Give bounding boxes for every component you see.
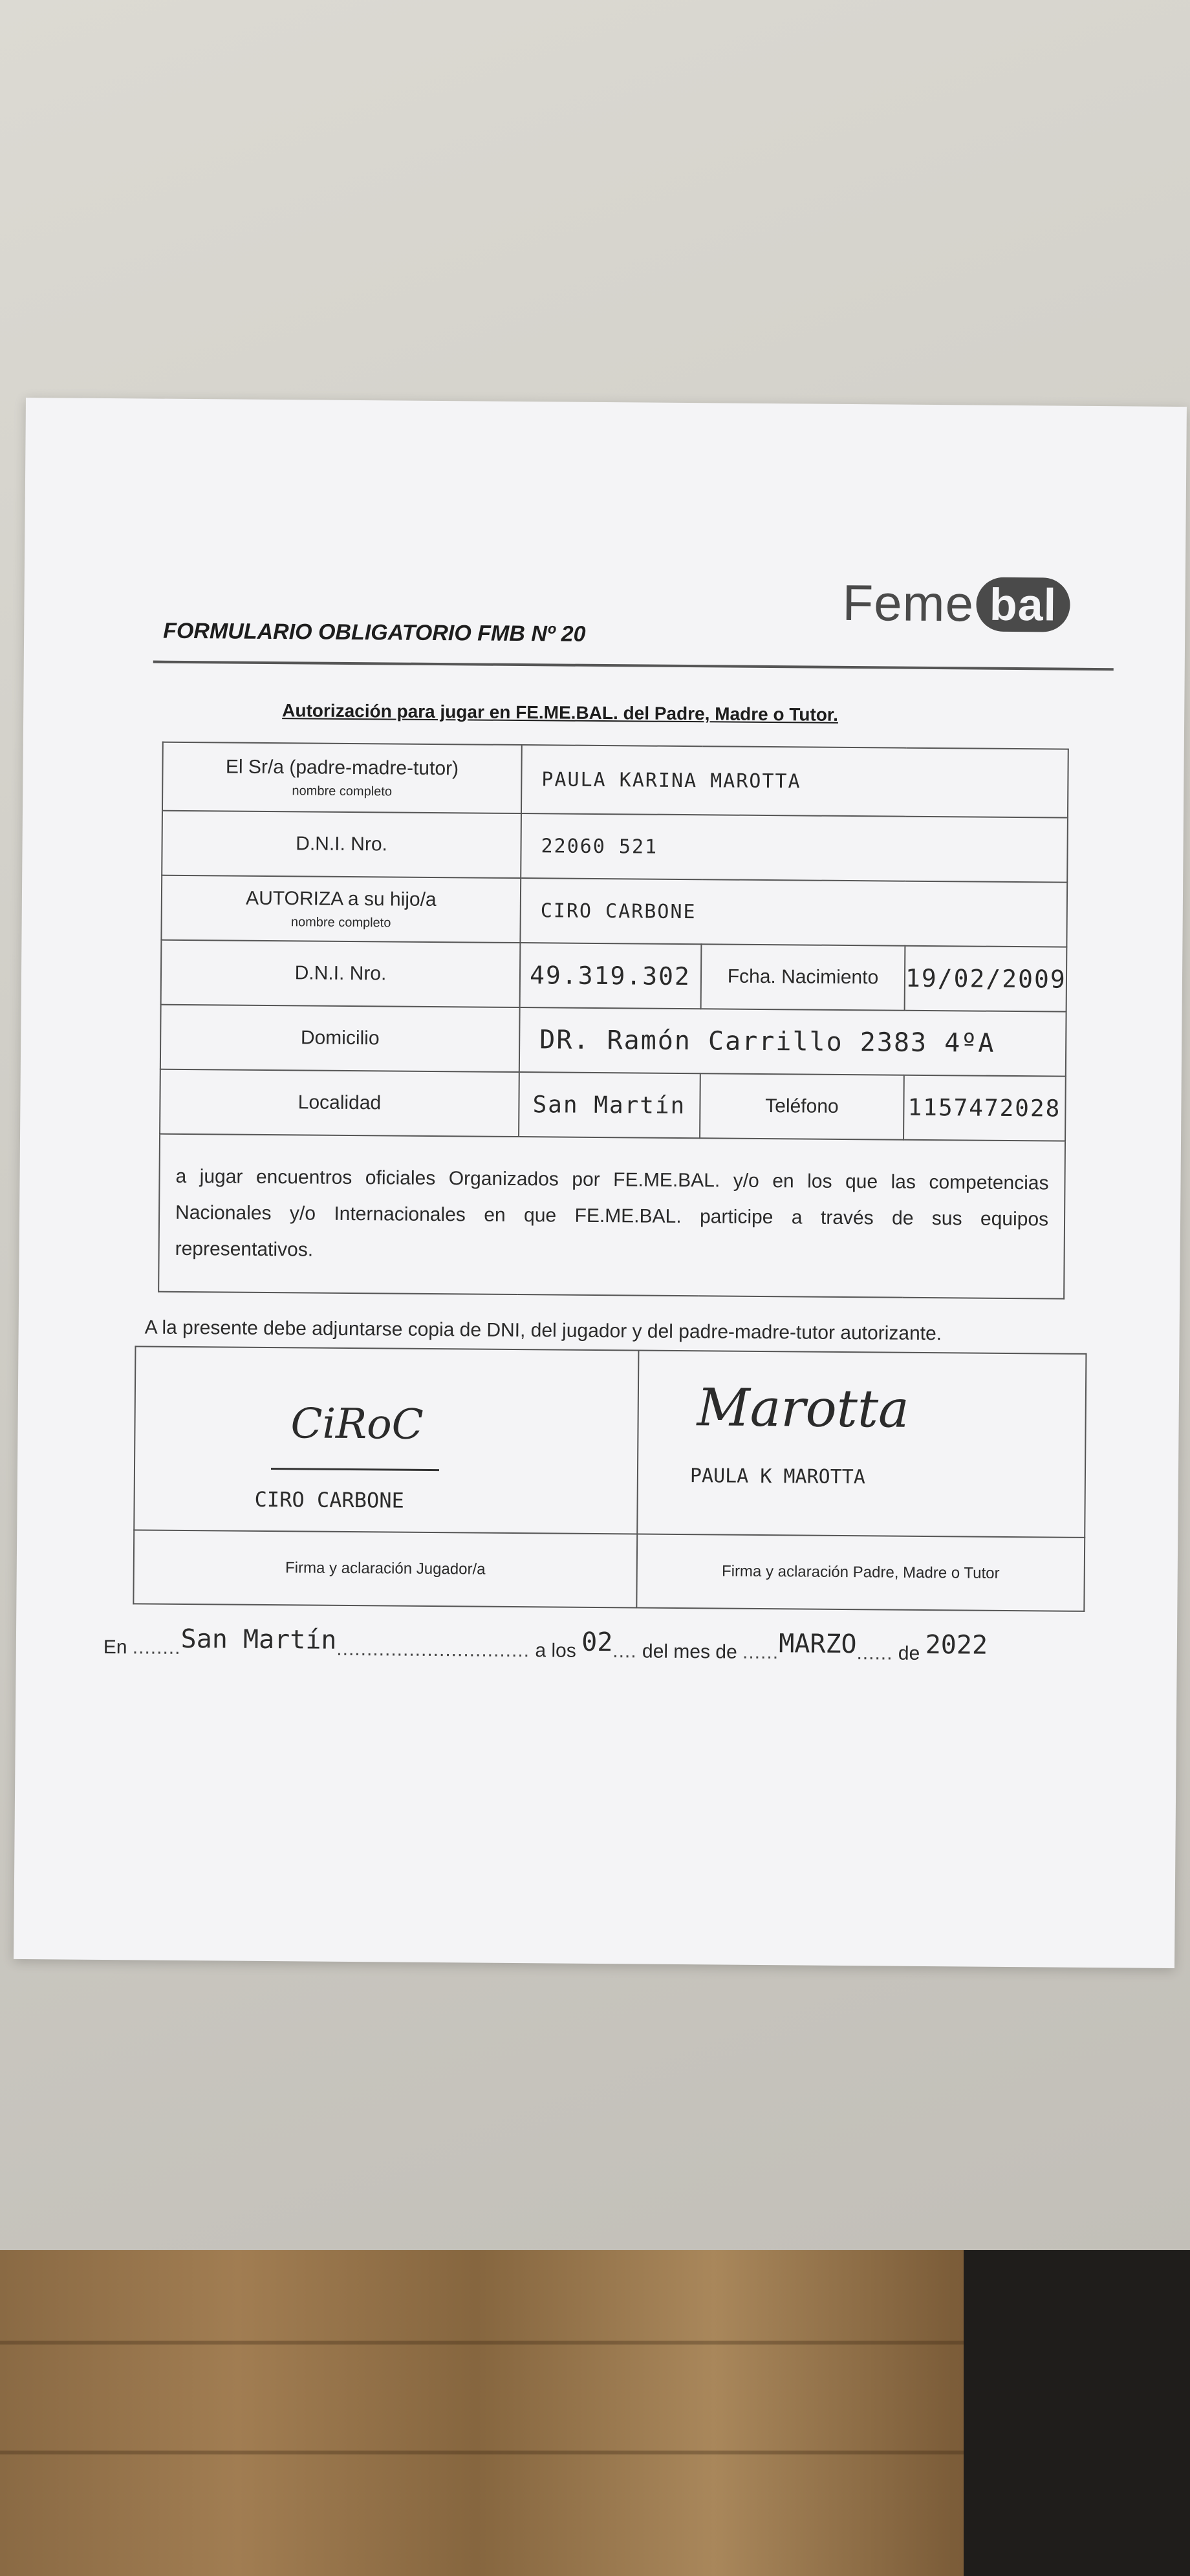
tutor-name-field[interactable]: PAULA KARINA MAROTTA (521, 745, 1068, 818)
telefono-field[interactable]: 1157472028 (903, 1075, 1066, 1141)
hijo-dni-label: D.N.I. Nro. (161, 940, 521, 1007)
place-dots: ........ (132, 1637, 181, 1658)
dark-corner (964, 2250, 1190, 2576)
tutor-printed-name: PAULA K MAROTTA (689, 1465, 866, 1489)
place-dots-end: ................................ (336, 1638, 530, 1662)
tutor-label-cell (162, 742, 522, 813)
hijo-name-field[interactable]: CIRO CARBONE (520, 878, 1067, 947)
form-subtitle: Autorización para jugar en FE.ME.BAL. del Padre, Madre o Tutor. (282, 700, 839, 725)
dni-attachment-note: A la presente debe adjuntarse copia de DNI, del jugador y del padre-madre-tutor autorizante. (144, 1316, 942, 1345)
localidad-label: Localidad (160, 1069, 519, 1137)
hijo-dni-field[interactable]: 49.319.302 (520, 943, 702, 1009)
month-dots-end: ...... (856, 1642, 893, 1664)
signature-table (133, 1346, 1087, 1612)
en-label: En (103, 1637, 127, 1658)
logo-pill: bal (977, 577, 1070, 632)
day-dots: .... (612, 1640, 637, 1662)
tutor-sublabel: nombre completo (292, 783, 393, 799)
los-label: a los (535, 1640, 576, 1662)
tutor-signature: Marotta (697, 1377, 910, 1439)
form-title: FORMULARIO OBLIGATORIO FMB Nº 20 (163, 618, 586, 647)
birthdate-label: Fcha. Nacimiento (701, 944, 905, 1010)
domicilio-label: Domicilio (160, 1005, 520, 1072)
authorization-table (158, 742, 1069, 1300)
femebal-logo (842, 574, 1070, 634)
logo-text: Feme (842, 574, 975, 632)
month-dots: ...... (742, 1641, 779, 1664)
hijo-label-cell (161, 875, 521, 943)
place-date-line (103, 1624, 988, 1667)
tutor-caption: Firma y aclaración Padre, Madre o Tutor (636, 1534, 1085, 1611)
jugador-signature-box[interactable] (134, 1346, 638, 1534)
tutor-dni-label: D.N.I. Nro. (162, 811, 521, 878)
day-field[interactable]: 02 (581, 1627, 613, 1658)
tutor-label: El Sr/a (padre-madre-tutor) (225, 755, 459, 779)
title-divider (153, 661, 1114, 671)
hijo-sublabel: nombre completo (290, 914, 391, 930)
domicilio-field[interactable]: DR. Ramón Carrillo 2383 4ºA (519, 1007, 1066, 1077)
localidad-field[interactable]: San Martín (519, 1072, 700, 1138)
month-field[interactable]: MARZO (779, 1629, 857, 1660)
de-label: de (898, 1642, 920, 1664)
tutor-dni-field[interactable]: 22060 521 (521, 813, 1068, 883)
birthdate-field[interactable]: 19/02/2009 (905, 946, 1067, 1012)
telefono-label: Teléfono (700, 1073, 904, 1139)
form-sheet (14, 398, 1187, 1968)
place-field[interactable]: San Martín (180, 1624, 337, 1655)
year-field[interactable]: 2022 (925, 1629, 988, 1660)
authorization-paragraph: a jugar encuentros oficiales Organizados por FE.ME.BAL. y/o en los que las competencias Nacionales y/o Internacionales en que FE.ME.BAL. participe a través de sus equipos representativos. (158, 1134, 1065, 1299)
jugador-signature: CiRoC (290, 1400, 424, 1449)
autoriza-label: AUTORIZA a su hijo/a (246, 887, 437, 910)
tutor-signature-box[interactable] (637, 1350, 1086, 1537)
mes-label: del mes de (642, 1640, 737, 1663)
jugador-caption: Firma y aclaración Jugador/a (133, 1530, 637, 1607)
signature-line (271, 1468, 439, 1471)
jugador-printed-name: CIRO CARBONE (254, 1487, 404, 1513)
